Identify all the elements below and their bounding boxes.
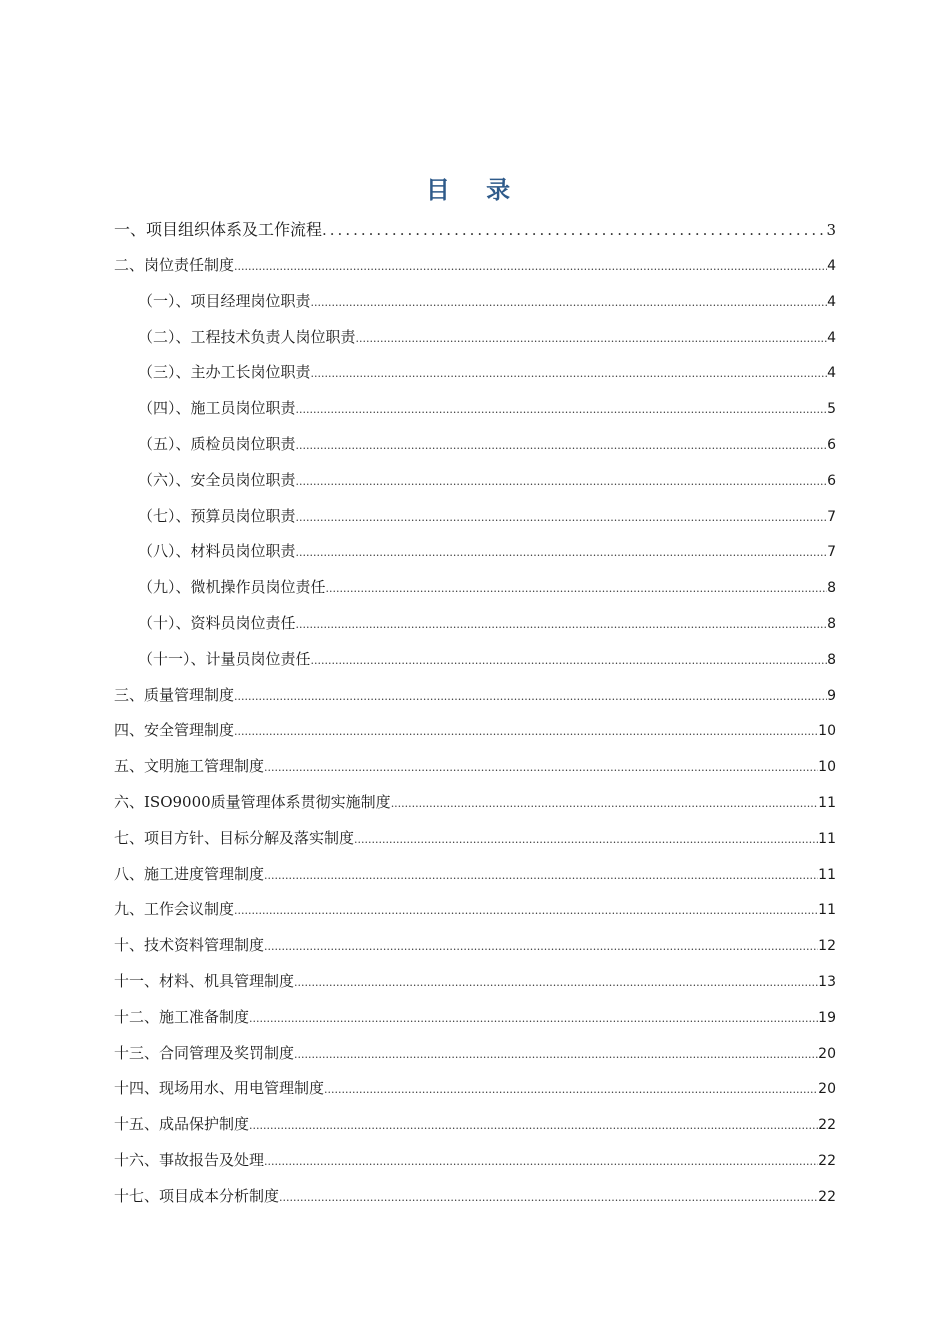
toc-dot-leader <box>264 858 818 894</box>
toc-entry-page: 11 <box>818 794 836 811</box>
toc-entry-label: 三、质量管理制度 <box>114 685 235 704</box>
toc-entry[interactable] <box>114 391 836 427</box>
toc-entry-label: （十）、资料员岗位责任 <box>138 613 296 632</box>
toc-entry-page: 6 <box>827 472 836 489</box>
toc-list <box>114 212 836 1215</box>
toc-dot-leader <box>391 786 818 822</box>
toc-dot-leader <box>296 500 828 536</box>
toc-entry[interactable] <box>114 1000 836 1036</box>
toc-dot-leader <box>294 1037 818 1073</box>
toc-entry-page: 12 <box>818 938 836 955</box>
toc-dot-leader <box>264 750 818 786</box>
toc-entry-page: 11 <box>818 902 836 919</box>
toc-entry-page: 19 <box>818 1009 836 1026</box>
toc-entry-page: 4 <box>827 293 836 310</box>
toc-dot-leader <box>249 1001 818 1037</box>
toc-entry-label: 十二、施工准备制度 <box>114 1007 250 1026</box>
toc-entry[interactable] <box>114 749 836 785</box>
toc-title: 目 录 <box>425 176 525 204</box>
toc-entry[interactable] <box>114 964 836 1000</box>
toc-dot-leader <box>296 607 828 643</box>
toc-entry-page: 20 <box>818 1045 836 1062</box>
toc-entry-label: （四）、施工员岗位职责 <box>138 399 296 418</box>
toc-entry-page: 22 <box>818 1152 836 1169</box>
toc-entry[interactable] <box>114 857 836 893</box>
toc-entry-page: 4 <box>827 258 836 274</box>
toc-entry[interactable] <box>114 928 836 964</box>
toc-entry-label: 二、岗位责任制度 <box>114 256 235 274</box>
toc-entry[interactable] <box>114 1179 836 1215</box>
toc-dot-leader <box>326 571 828 607</box>
toc-entry[interactable] <box>114 713 836 749</box>
toc-entry-label: 十五、成品保护制度 <box>114 1115 250 1134</box>
toc-entry[interactable] <box>114 284 836 320</box>
toc-entry-page: 5 <box>827 401 836 418</box>
toc-entry-page: 20 <box>818 1081 836 1098</box>
toc-entry-page: 22 <box>818 1188 836 1205</box>
toc-dot-leader <box>311 356 828 392</box>
toc-entry-label: 十一、材料、机具管理制度 <box>114 971 295 990</box>
toc-entry-page: 10 <box>818 723 836 740</box>
toc-entry[interactable] <box>114 499 836 535</box>
toc-entry-label: 六、ISO9000质量管理体系贯彻实施制度 <box>114 792 391 811</box>
toc-dot-leader <box>296 392 828 428</box>
toc-entry-page: 6 <box>827 436 836 453</box>
toc-entry-page: 10 <box>818 759 836 776</box>
toc-entry[interactable] <box>114 212 836 248</box>
toc-entry[interactable] <box>114 1036 836 1072</box>
toc-dot-leader <box>249 1108 818 1144</box>
toc-entry-label: （七）、预算员岗位职责 <box>138 506 296 525</box>
toc-entry[interactable] <box>114 678 836 714</box>
toc-entry-label: 八、施工进度管理制度 <box>114 864 265 883</box>
toc-dot-leader <box>296 535 828 571</box>
toc-entry[interactable] <box>114 821 836 857</box>
toc-entry-label: 十、技术资料管理制度 <box>114 936 265 955</box>
toc-entry[interactable] <box>114 248 836 284</box>
toc-dot-leader <box>296 464 828 500</box>
toc-entry-label: 十三、合同管理及奖罚制度 <box>114 1043 295 1062</box>
toc-entry-label: （十一）、计量员岗位责任 <box>138 649 311 668</box>
toc-entry-label: 十七、项目成本分析制度 <box>114 1186 280 1205</box>
toc-dot-leader <box>234 679 827 715</box>
toc-dot-leader <box>356 321 828 357</box>
toc-dot-leader <box>294 965 818 1001</box>
toc-entry-page: 3 <box>826 221 836 239</box>
toc-dot-leader <box>311 285 828 321</box>
toc-entry[interactable] <box>114 427 836 463</box>
toc-entry-label: 四、安全管理制度 <box>114 721 235 740</box>
toc-entry-page: 9 <box>827 687 836 704</box>
toc-entry-label: 七、项目方针、目标分解及落实制度 <box>114 828 355 847</box>
toc-entry-label: （九）、微机操作员岗位责任 <box>138 578 326 597</box>
toc-entry-page: 7 <box>827 508 836 525</box>
toc-dot-leader <box>296 428 828 464</box>
toc-entry[interactable] <box>114 534 836 570</box>
toc-entry-label: 九、工作会议制度 <box>114 900 235 919</box>
toc-dot-leader <box>264 1144 818 1180</box>
toc-dot-leader <box>234 249 827 285</box>
toc-entry-page: 8 <box>827 615 836 632</box>
toc-entry-label: （三）、主办工长岗位职责 <box>138 363 311 382</box>
toc-entry-page: 11 <box>818 830 836 847</box>
toc-dot-leader <box>324 1072 818 1108</box>
toc-entry[interactable] <box>114 570 836 606</box>
toc-entry[interactable] <box>114 1143 836 1179</box>
toc-entry-label: （六）、安全员岗位职责 <box>138 470 296 489</box>
toc-entry[interactable] <box>114 1071 836 1107</box>
toc-entry-page: 4 <box>827 329 836 346</box>
toc-entry[interactable] <box>114 320 836 356</box>
toc-dot-leader <box>354 822 818 858</box>
toc-entry-label: 一、项目组织体系及工作流程 <box>114 220 323 239</box>
toc-entry-page: 8 <box>827 580 836 597</box>
toc-entry-page: 13 <box>818 973 836 990</box>
toc-entry-page: 4 <box>827 365 836 382</box>
toc-entry-page: 11 <box>818 866 836 883</box>
toc-entry[interactable] <box>114 355 836 391</box>
toc-entry[interactable] <box>114 463 836 499</box>
toc-entry[interactable] <box>114 642 836 678</box>
toc-entry-page: 7 <box>827 544 836 561</box>
toc-dot-leader <box>311 643 828 679</box>
toc-entry-page: 8 <box>827 651 836 668</box>
toc-entry-label: 五、文明施工管理制度 <box>114 757 265 776</box>
toc-entry-label: 十六、事故报告及处理 <box>114 1150 265 1169</box>
toc-dot-leader <box>322 212 826 248</box>
toc-entry-label: （一）、项目经理岗位职责 <box>138 291 311 310</box>
toc-entry[interactable] <box>114 606 836 642</box>
toc-entry-label: （二）、工程技术负责人岗位职责 <box>138 327 356 346</box>
toc-dot-leader <box>234 714 818 750</box>
toc-entry-page: 22 <box>818 1117 836 1134</box>
toc-entry[interactable] <box>114 785 836 821</box>
toc-dot-leader <box>234 893 818 929</box>
toc-dot-leader <box>264 929 818 965</box>
toc-dot-leader <box>279 1180 818 1216</box>
toc-entry[interactable] <box>114 1107 836 1143</box>
toc-entry-label: 十四、现场用水、用电管理制度 <box>114 1079 325 1098</box>
toc-entry-label: （五）、质检员岗位职责 <box>138 434 296 453</box>
toc-entry[interactable] <box>114 892 836 928</box>
toc-entry-label: （八）、材料员岗位职责 <box>138 542 296 561</box>
